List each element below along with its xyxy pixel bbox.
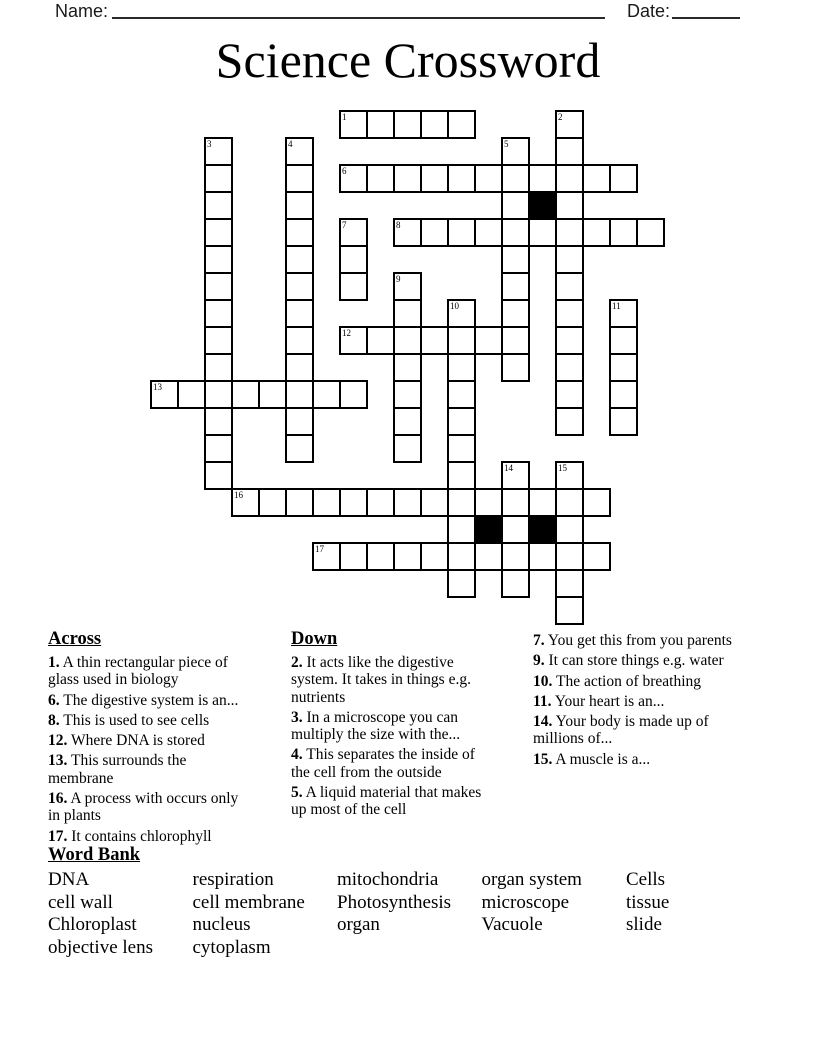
word-bank-item: slide <box>626 914 662 936</box>
grid-cell[interactable] <box>555 596 584 625</box>
grid-cell[interactable] <box>501 569 530 598</box>
grid-cell[interactable] <box>339 326 368 355</box>
grid-cell[interactable] <box>501 137 530 166</box>
clue-item: 6. The digestive system is an... <box>48 691 239 709</box>
grid-cell[interactable] <box>420 110 449 139</box>
grid-cell[interactable] <box>393 272 422 301</box>
word-bank-item: Cells <box>626 869 666 890</box>
grid-cell[interactable] <box>447 407 476 436</box>
grid-cell[interactable] <box>339 245 368 274</box>
grid-cell[interactable] <box>420 326 449 355</box>
grid-cell[interactable] <box>555 569 584 598</box>
cell-number: 12 <box>342 328 351 338</box>
word-bank-item: organ system <box>481 869 582 890</box>
grid-cell[interactable] <box>501 326 530 355</box>
date-label: Date: <box>627 1 671 21</box>
cell-number: 4 <box>288 139 293 149</box>
clue-number: 13. <box>48 752 68 770</box>
clue-item: 2. It acts like the digestive system. It takes in things e.g. nutrients <box>291 654 471 706</box>
cell-number: 9 <box>396 274 401 284</box>
clue-item: 1. A thin rectangular piece of glass used in biology <box>48 654 228 689</box>
clue-item: 9. It can store things e.g. water <box>533 652 724 670</box>
grid-cell[interactable] <box>555 461 584 490</box>
grid-cell[interactable] <box>339 542 368 571</box>
clue-number: 4. <box>291 746 303 764</box>
cell-number: 10 <box>450 301 459 311</box>
grid-cell[interactable] <box>366 110 395 139</box>
cell-number: 7 <box>342 220 347 230</box>
word-bank-item: organ <box>337 914 380 936</box>
grid-cell[interactable] <box>204 245 233 274</box>
word-bank-item: cell membrane <box>192 891 305 913</box>
cell-number: 15 <box>558 463 567 473</box>
grid-cell[interactable] <box>501 515 530 544</box>
grid-cell[interactable] <box>447 434 476 463</box>
word-bank-item: tissue <box>626 891 670 913</box>
grid-cell[interactable] <box>528 218 557 247</box>
grid-cell[interactable] <box>312 380 341 409</box>
grid-cell[interactable] <box>474 326 503 355</box>
cell-number: 3 <box>207 139 212 149</box>
clue-item: 5. A liquid material that makes up most of the cell <box>291 784 482 819</box>
grid-cell[interactable] <box>393 326 422 355</box>
grid-cell[interactable] <box>501 218 530 247</box>
grid-cell[interactable] <box>204 164 233 193</box>
grid-cell[interactable] <box>474 218 503 247</box>
word-bank-item: nucleus <box>192 914 251 936</box>
clue-number: 2. <box>291 654 303 671</box>
grid-cell[interactable] <box>555 380 584 409</box>
grid-cell[interactable] <box>231 380 260 409</box>
clue-number: 6. <box>48 691 60 709</box>
clue-item: 13. This surrounds the membrane <box>48 752 187 787</box>
grid-cell[interactable] <box>582 542 611 571</box>
grid-cell[interactable] <box>447 461 476 490</box>
down-clues-column <box>291 629 497 822</box>
grid-cell[interactable] <box>285 407 314 436</box>
grid-cell[interactable] <box>366 164 395 193</box>
grid-cell[interactable] <box>474 488 503 517</box>
cell-number: 14 <box>504 463 513 473</box>
grid-cell[interactable] <box>447 218 476 247</box>
grid-cell[interactable] <box>204 218 233 247</box>
grid-cell[interactable] <box>204 191 233 220</box>
grid-cell[interactable] <box>285 191 314 220</box>
clue-number: 8. <box>48 711 60 729</box>
grid-cell[interactable] <box>393 218 422 247</box>
grid-cell[interactable] <box>393 434 422 463</box>
grid-cell[interactable] <box>582 488 611 517</box>
grid-cell[interactable] <box>501 245 530 274</box>
grid-cell[interactable] <box>150 380 179 409</box>
grid-cell[interactable] <box>393 488 422 517</box>
clue-item: 11. Your heart is an... <box>533 692 665 710</box>
clue-number: 15. <box>533 750 553 768</box>
word-bank-item: objective lens <box>48 937 153 959</box>
word-bank-item: DNA <box>48 869 90 890</box>
clue-item: 8. This is used to see cells <box>48 711 210 729</box>
clue-item: 16. A process with occurs only in plants <box>48 790 239 825</box>
grid-cell[interactable] <box>204 299 233 328</box>
grid-cell[interactable] <box>339 488 368 517</box>
cell-number: 6 <box>342 166 347 176</box>
grid-cell[interactable] <box>393 542 422 571</box>
date-blank-line[interactable] <box>672 2 740 19</box>
clue-item: 14. Your body is made up of millions of... <box>533 713 709 748</box>
grid-cell[interactable] <box>609 218 638 247</box>
down-clues-continued-column <box>533 632 745 771</box>
grid-cell[interactable] <box>204 272 233 301</box>
grid-cell[interactable] <box>447 299 476 328</box>
grid-cell[interactable] <box>285 353 314 382</box>
word-bank-item: cytoplasm <box>192 937 271 959</box>
clue-number: 1. <box>48 654 60 671</box>
grid-cell[interactable] <box>447 353 476 382</box>
grid-cell[interactable] <box>393 299 422 328</box>
grid-cell[interactable] <box>501 191 530 220</box>
grid-cell[interactable] <box>420 164 449 193</box>
grid-cell[interactable] <box>285 380 314 409</box>
grid-cell[interactable] <box>204 326 233 355</box>
black-cell <box>528 191 557 220</box>
grid-cell[interactable] <box>393 353 422 382</box>
grid-cell[interactable] <box>501 272 530 301</box>
grid-cell[interactable] <box>555 164 584 193</box>
cell-number: 11 <box>612 301 621 311</box>
grid-cell[interactable] <box>285 164 314 193</box>
grid-cell[interactable] <box>339 218 368 247</box>
grid-cell[interactable] <box>474 542 503 571</box>
grid-cell[interactable] <box>636 218 665 247</box>
grid-cell[interactable] <box>555 137 584 166</box>
grid-cell[interactable] <box>609 380 638 409</box>
cell-number: 5 <box>504 139 509 149</box>
cell-number: 2 <box>558 112 563 122</box>
grid-cell[interactable] <box>528 488 557 517</box>
grid-cell[interactable] <box>285 326 314 355</box>
grid-cell[interactable] <box>285 245 314 274</box>
clue-number: 3. <box>291 708 303 726</box>
clue-item: 17. It contains chlorophyll <box>48 827 212 845</box>
grid-cell[interactable] <box>393 164 422 193</box>
grid-cell[interactable] <box>501 461 530 490</box>
grid-cell[interactable] <box>555 542 584 571</box>
clue-number: 17. <box>48 827 68 845</box>
grid-cell[interactable] <box>285 299 314 328</box>
word-bank-item: Chloroplast <box>48 914 137 936</box>
grid-cell[interactable] <box>447 488 476 517</box>
cell-number: 13 <box>153 382 162 392</box>
clue-number: 14. <box>533 713 553 731</box>
grid-cell[interactable] <box>501 164 530 193</box>
grid-cell[interactable] <box>501 299 530 328</box>
grid-cell[interactable] <box>582 218 611 247</box>
clue-number: 16. <box>48 790 68 808</box>
black-cell <box>528 515 557 544</box>
grid-cell[interactable] <box>555 218 584 247</box>
grid-cell[interactable] <box>447 569 476 598</box>
clue-item: 4. This separates the inside of the cell from the outside <box>291 746 475 781</box>
name-label: Name: <box>55 1 109 21</box>
grid-cell[interactable] <box>501 353 530 382</box>
grid-cell[interactable] <box>555 488 584 517</box>
word-bank <box>48 845 788 960</box>
grid-cell[interactable] <box>285 488 314 517</box>
grid-cell[interactable] <box>393 110 422 139</box>
grid-cell[interactable] <box>420 542 449 571</box>
grid-cell[interactable] <box>285 218 314 247</box>
grid-cell[interactable] <box>501 488 530 517</box>
grid-cell[interactable] <box>447 164 476 193</box>
grid-cell[interactable] <box>258 488 287 517</box>
grid-cell[interactable] <box>447 380 476 409</box>
across-clues-column <box>48 629 252 848</box>
worksheet-title: Science Crossword <box>215 32 601 88</box>
grid-cell[interactable] <box>609 407 638 436</box>
grid-cell[interactable] <box>204 353 233 382</box>
down-clues-list <box>291 654 497 819</box>
down-heading: Down <box>291 629 338 649</box>
grid-cell[interactable] <box>339 380 368 409</box>
clue-item: 7. You get this from you parents <box>533 632 732 649</box>
word-bank-heading: Word Bank <box>48 845 141 865</box>
grid-cell[interactable] <box>555 407 584 436</box>
grid-cell[interactable] <box>447 110 476 139</box>
grid-cell[interactable] <box>609 326 638 355</box>
name-blank-line[interactable] <box>112 2 605 19</box>
cell-number: 8 <box>396 220 401 230</box>
clue-number: 5. <box>291 784 303 802</box>
grid-cell[interactable] <box>420 218 449 247</box>
clue-item: 12. Where DNA is stored <box>48 732 205 750</box>
grid-cell[interactable] <box>420 488 449 517</box>
grid-cell[interactable] <box>339 110 368 139</box>
grid-cell[interactable] <box>204 434 233 463</box>
grid-cell[interactable] <box>177 380 206 409</box>
grid-cell[interactable] <box>285 434 314 463</box>
clue-item: 10. The action of breathing <box>533 672 702 690</box>
grid-cell[interactable] <box>609 353 638 382</box>
grid-cell[interactable] <box>366 488 395 517</box>
grid-cell[interactable] <box>393 407 422 436</box>
grid-cell[interactable] <box>366 542 395 571</box>
grid-cell[interactable] <box>231 488 260 517</box>
grid-cell[interactable] <box>204 461 233 490</box>
grid-cell[interactable] <box>609 164 638 193</box>
grid-cell[interactable] <box>312 488 341 517</box>
grid-cell[interactable] <box>447 515 476 544</box>
grid-cell[interactable] <box>555 326 584 355</box>
word-bank-item: Photosynthesis <box>337 891 452 913</box>
word-bank-list <box>48 869 788 960</box>
cell-number: 16 <box>234 490 243 500</box>
grid-cell[interactable] <box>582 164 611 193</box>
crossword-grid <box>151 111 665 625</box>
black-cell <box>474 515 503 544</box>
grid-cell[interactable] <box>555 299 584 328</box>
grid-cell[interactable] <box>528 164 557 193</box>
word-bank-item: cell wall <box>48 891 113 913</box>
grid-cell[interactable] <box>528 542 557 571</box>
word-bank-item: respiration <box>192 869 274 890</box>
grid-cell[interactable] <box>204 380 233 409</box>
clue-number: 12. <box>48 732 68 750</box>
grid-cell[interactable] <box>501 542 530 571</box>
grid-cell[interactable] <box>447 326 476 355</box>
grid-cell[interactable] <box>447 542 476 571</box>
word-bank-item: mitochondria <box>337 869 439 890</box>
grid-cell[interactable] <box>474 164 503 193</box>
grid-cell[interactable] <box>555 353 584 382</box>
grid-cell[interactable] <box>555 515 584 544</box>
clue-number: 11. <box>533 692 552 710</box>
cell-number: 17 <box>315 544 324 554</box>
clue-item: 3. In a microscope you can multiply the size with the... <box>291 708 461 744</box>
clue-number: 7. <box>533 632 545 649</box>
clue-number: 9. <box>533 652 545 670</box>
grid-cell[interactable] <box>555 272 584 301</box>
grid-cell[interactable] <box>366 326 395 355</box>
grid-cell[interactable] <box>555 191 584 220</box>
down-clues-continued-list <box>533 632 745 768</box>
across-clues-list <box>48 654 252 845</box>
grid-cell[interactable] <box>555 245 584 274</box>
grid-cell[interactable] <box>204 407 233 436</box>
grid-cell[interactable] <box>204 137 233 166</box>
across-heading: Across <box>48 629 102 649</box>
cell-number: 1 <box>342 112 347 122</box>
grid-cell[interactable] <box>609 299 638 328</box>
clue-item: 15. A muscle is a... <box>533 750 651 768</box>
grid-cell[interactable] <box>258 380 287 409</box>
grid-cell[interactable] <box>312 542 341 571</box>
word-bank-item: Vacuole <box>481 914 543 936</box>
clue-number: 10. <box>533 672 553 690</box>
grid-cell[interactable] <box>285 137 314 166</box>
grid-cell[interactable] <box>555 110 584 139</box>
grid-cell[interactable] <box>285 272 314 301</box>
grid-cell[interactable] <box>393 380 422 409</box>
word-bank-item: microscope <box>481 891 570 913</box>
grid-cell[interactable] <box>339 164 368 193</box>
grid-cell[interactable] <box>339 272 368 301</box>
